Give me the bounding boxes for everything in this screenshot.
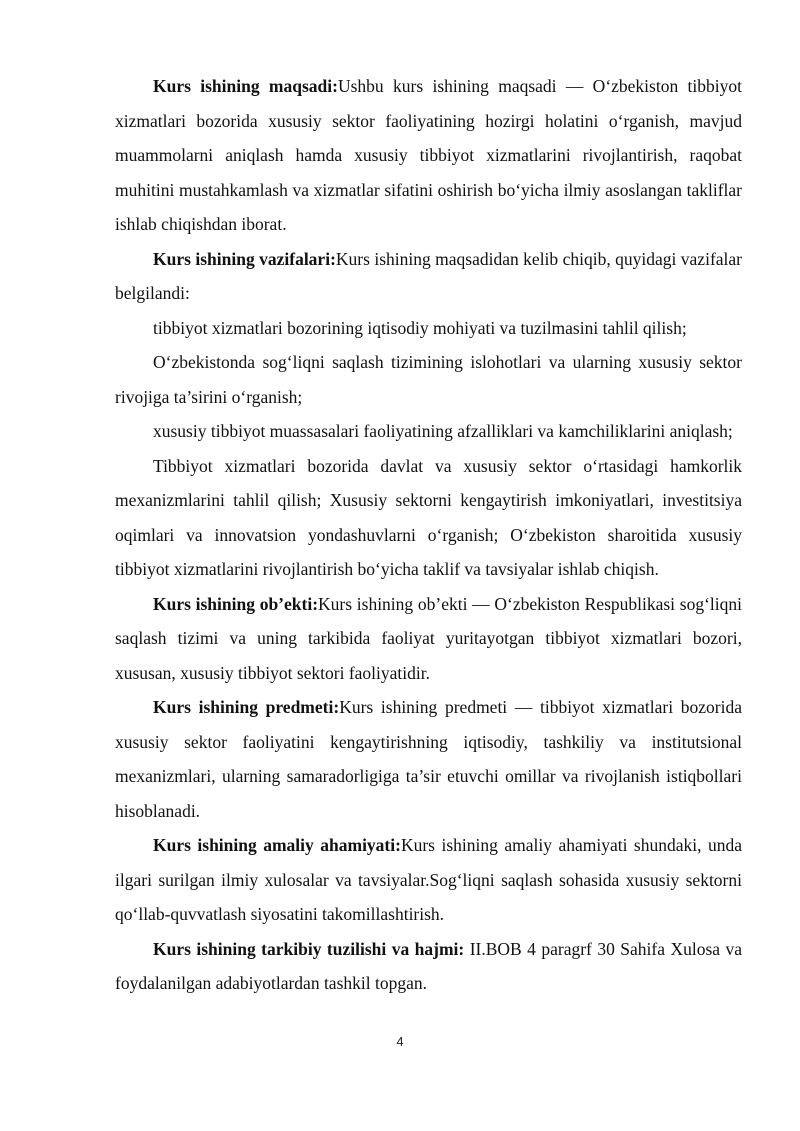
paragraph-text: II.BOB 4 paragrf 30 Sahifa Xulosa va foydalanilgan adabiyotlardan tashkil topgan.	[115, 938, 742, 993]
paragraph-subject	[115, 690, 742, 828]
paragraph-lead: Kurs ishining maqsadi:	[153, 76, 338, 96]
paragraph-text: Kurs ishining ob’ekti — O‘zbekiston Respublikasi sog‘liqni saqlash tizimi va uning tarkibida faoliyat yuritayotgan tibbiyot xizmatlari bozori, xususan, xususiy tibbiyot sektori faoliyatidir.	[115, 593, 742, 683]
paragraph-lead: Kurs ishining predmeti:	[153, 697, 340, 717]
paragraph-text: tibbiyot xizmatlari bozorining iqtisodiy mohiyati va tuzilmasini tahlil qilish;	[153, 317, 687, 338]
paragraph-lead: Kurs ishining tarkibiy tuzilishi va hajmi:	[153, 938, 465, 959]
paragraph-object	[115, 587, 742, 691]
paragraph-text: Kurs ishining maqsadidan kelib chiqib, quyidagi vazifalar belgilandi:	[115, 248, 742, 303]
paragraph-text: Ushbu kurs ishining maqsadi — O‘zbekiston tibbiyot xizmatlari bozorida xususiy sektor faoliyatining hozirgi holatini o‘rganish, mavjud muammolarni aniqlash hamda xususiy tibbiyot xizmatlarini rivojlantirish, raqobat muhitini mustahkamlash va xizmatlar sifatini oshirish bo‘yicha ilmiy asoslangan takliflar ishlab chiqishdan iborat.	[115, 76, 742, 234]
paragraph-task-item	[115, 311, 742, 346]
paragraph-goal	[115, 69, 742, 242]
paragraph-task-item	[115, 345, 742, 414]
paragraph-task-item	[115, 449, 742, 587]
paragraph-text: Kurs ishining amaliy ahamiyati shundaki, unda ilgari surilgan ilmiy xulosalar va tavsiyalar.Sog‘liqni saqlash sohasida xususiy sektorni qo‘llab-quvvatlash siyosatini takomillashtirish.	[115, 835, 742, 924]
paragraph-text: Tibbiyot xizmatlari bozorida davlat va xususiy sektor o‘rtasidagi hamkorlik mexanizmlarini tahlil qilish; Xususiy sektorni kengaytirish imkoniyatlari, investitsiya oqimlari va innovatsion yondashuvlarni o‘rganish; O‘zbekiston sharoitida xususiy tibbiyot xizmatlarini rivojlantirish bo‘yicha taklif va tavsiyalar ishlab chiqish.	[115, 455, 742, 579]
paragraph-task-item	[115, 414, 742, 449]
paragraph-tasks	[115, 242, 742, 311]
paragraph-lead: Kurs ishining amaliy ahamiyati:	[153, 835, 401, 855]
paragraph-text: xususiy tibbiyot muassasalari faoliyatining afzalliklari va kamchiliklarini aniqlash;	[153, 421, 733, 441]
paragraph-text: Kurs ishining predmeti — tibbiyot xizmatlari bozorida xususiy sektor faoliyatini kengaytirishning iqtisodiy, tashkiliy va institutsional mexanizmlari, ularning samaradorligiga ta’sir etuvchi omillar va rivojlanish istiqbollari hisoblanadi.	[115, 697, 742, 821]
page-number: 4	[396, 1034, 404, 1049]
paragraph-lead: Kurs ishining ob’ekti:	[153, 593, 319, 614]
page-body	[115, 69, 742, 1001]
paragraph-structure	[115, 932, 742, 1001]
paragraph-lead: Kurs ishining vazifalari:	[153, 248, 336, 269]
paragraph-text: O‘zbekistonda sog‘liqni saqlash tizimining islohotlari va ularning xususiy sektor rivojiga ta’sirini o‘rganish;	[115, 352, 742, 407]
paragraph-practical-significance	[115, 828, 742, 932]
